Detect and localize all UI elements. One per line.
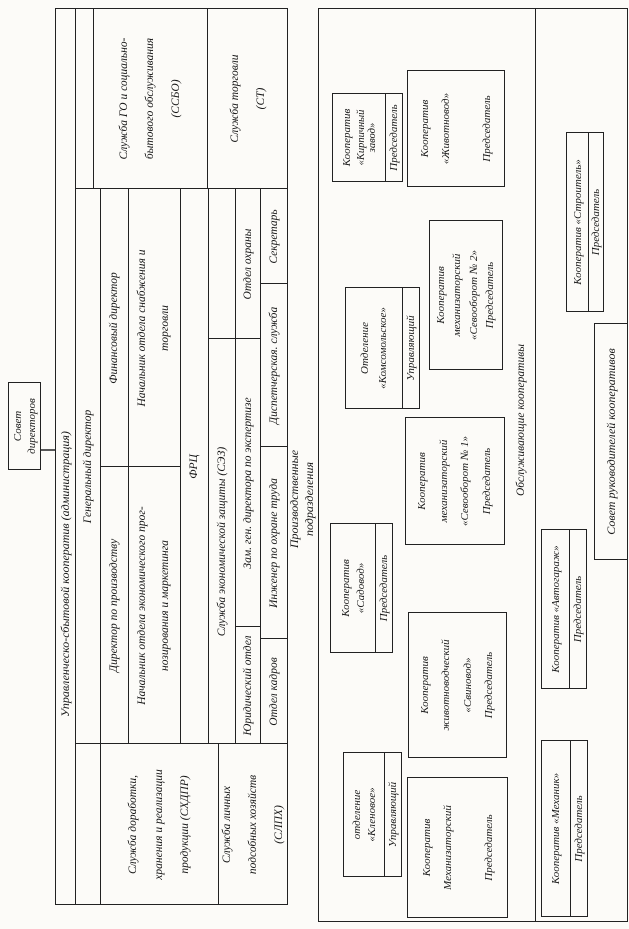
department-komsomolskoe-box xyxy=(345,287,420,409)
coop-name xyxy=(331,524,375,652)
coop-avtogarazh-box xyxy=(541,529,587,689)
coop-name xyxy=(542,530,569,688)
text-line: механизаторский xyxy=(437,439,450,523)
production-service-divider xyxy=(535,8,536,922)
safety-engineer-text: Инженер по охране труда xyxy=(268,478,280,608)
council-of-coop-heads-box xyxy=(594,323,628,560)
coop-chairman: Председатель xyxy=(481,447,494,515)
text-line: «Свиновод» xyxy=(461,657,474,713)
general-director-text: Генеральный директор xyxy=(81,409,94,524)
coop-brick-factory-box xyxy=(332,93,403,182)
guard-text: Отдел охраны xyxy=(241,228,254,300)
coop-zhivotnovod-box xyxy=(407,70,505,187)
text-line: животноводческий xyxy=(440,639,453,731)
text-line: Служба доработки, xyxy=(127,774,139,875)
text-line: подразделения xyxy=(302,461,316,537)
text-line: (ССБО) xyxy=(170,79,182,118)
text-line: Кооператив «Автогараж» xyxy=(549,545,562,673)
coop-chairman: Председатель xyxy=(484,261,497,329)
sez-text: Служба экономической защиты (СЭЗ) xyxy=(215,446,228,637)
cell-head-supply xyxy=(128,189,180,467)
department-klenovoe-box xyxy=(343,752,402,877)
cell-head-forecasting xyxy=(128,467,180,744)
cell-legal-department xyxy=(235,627,260,744)
text-line: бытового обслуживания xyxy=(144,37,156,160)
coop-name xyxy=(542,741,570,916)
cell-economic-security-service xyxy=(208,339,235,744)
text-line: отделение xyxy=(350,789,363,840)
department-manager: Управляющий xyxy=(402,288,419,408)
coop-name xyxy=(333,94,385,181)
cell-slph-service xyxy=(218,744,288,905)
coop-sevooborot2-box xyxy=(429,220,503,370)
text-line: Кооператив «Механик» xyxy=(550,772,562,885)
cell-safety-engineer xyxy=(260,447,288,639)
text-line: механизаторский xyxy=(451,253,464,337)
text-line: Кооператив xyxy=(340,108,353,167)
text-line: «Садовод» xyxy=(354,562,367,614)
coop-svinovod-box xyxy=(408,612,507,758)
coop-chairman: Председатель xyxy=(385,94,402,181)
text-line: Кооператив xyxy=(418,656,431,714)
administration-title xyxy=(55,8,75,905)
text-line: «Севооборот № 1» xyxy=(459,436,472,526)
text-line: хранения и реализации xyxy=(153,769,165,880)
coop-chairman: Председатель xyxy=(569,530,586,688)
text-line: (СЛПХ) xyxy=(273,805,285,844)
text-line: «Кленовое» xyxy=(365,787,378,842)
board-of-directors-box xyxy=(8,382,41,470)
service-coops-label xyxy=(514,309,529,531)
text-line: Кооператив xyxy=(419,99,431,158)
coop-sadovod-box xyxy=(330,523,393,653)
production-subdivisions-label xyxy=(287,349,317,649)
text-line: подсобных хозяйств xyxy=(247,774,259,875)
cell-general-director xyxy=(75,189,100,744)
text-line: нозирования и маркетинга xyxy=(159,540,171,671)
frc-text: ФРЦ xyxy=(188,454,200,479)
cell-secretary xyxy=(260,189,288,284)
coop-chairman: Председатель xyxy=(375,524,392,652)
service-coops-label-text: Обслуживающие кооперативы xyxy=(515,344,527,496)
text-line: Механизаторский xyxy=(442,805,454,890)
legal-text: Юридический отдел xyxy=(241,635,254,736)
coop-mekhanizatorsky-box xyxy=(407,777,508,918)
coop-chairman: Председатель xyxy=(483,651,496,719)
text-line: Кооператив «Строитель» xyxy=(571,159,584,285)
cell-frc xyxy=(180,189,208,744)
department-name xyxy=(346,288,402,408)
hr-text: Отдел кадров xyxy=(268,657,280,726)
administration-title-text: Управленческо-сбытовой кооператив (администрация) xyxy=(58,431,72,717)
text-line: Начальник отдела экономического прог- xyxy=(136,506,148,705)
text-line: Служба торговли xyxy=(228,54,241,143)
text-line: Служба личных xyxy=(221,785,233,864)
text-line: Начальник отдела снабжения и xyxy=(136,249,148,407)
cell-guard-department xyxy=(235,189,260,339)
text-line: продукции (СХДПР) xyxy=(179,775,191,874)
text-line: торговли xyxy=(159,305,171,351)
text-line: Отделение xyxy=(359,322,371,374)
cell-trade-service xyxy=(207,8,288,189)
cell-director-production xyxy=(100,467,128,744)
coop-chairman: Председатель xyxy=(588,133,603,311)
text-line: «Севооборот № 2» xyxy=(467,250,480,340)
department-manager: Управляющий xyxy=(384,753,401,876)
cell-financial-director xyxy=(100,189,128,467)
cell-hr-department xyxy=(260,639,288,744)
coop-sevooborot1-box xyxy=(405,417,505,545)
text-line: «Животновод» xyxy=(440,92,452,165)
coop-chairman: Председатель xyxy=(483,814,495,881)
cell-shdpr-service xyxy=(100,744,218,905)
coop-stroitel-box xyxy=(566,132,604,312)
cell-ssbo-service xyxy=(93,8,207,189)
coop-chairman: Председатель xyxy=(570,741,587,916)
coop-mekhanik-box xyxy=(541,740,588,917)
director-production-text: Директор по производству xyxy=(108,538,120,673)
text-line: Служба ГО и социально- xyxy=(118,37,130,160)
coop-chairman: Председатель xyxy=(481,95,493,162)
deputy-expertise-text: Зам. ген. директора по экспертизе xyxy=(241,397,254,569)
text-line: «Комсомольское» xyxy=(377,307,389,389)
department-name xyxy=(344,753,384,876)
text-line: Кооператив xyxy=(434,266,447,324)
text-line: «Кирпичный завод» xyxy=(355,109,378,166)
text-line: Кооператив xyxy=(339,559,352,617)
council-of-coop-heads-label: Совет руководителей кооперативов xyxy=(604,348,618,535)
coop-name xyxy=(567,133,588,311)
text-line: Кооператив xyxy=(415,452,428,510)
text-line: Кооператив xyxy=(421,818,433,877)
secretary-text: Секретарь xyxy=(268,209,280,264)
board-of-directors-label: Совет директоров xyxy=(11,398,38,454)
dispatch-text: Диспетчерская. служба xyxy=(268,306,280,425)
financial-director-text: Финансовый директор xyxy=(108,272,120,384)
text-line: Производственные xyxy=(287,449,301,549)
text-line: (СТ) xyxy=(254,87,267,110)
cell-dispatch-service xyxy=(260,284,288,447)
cell-deputy-expertise xyxy=(235,339,260,627)
